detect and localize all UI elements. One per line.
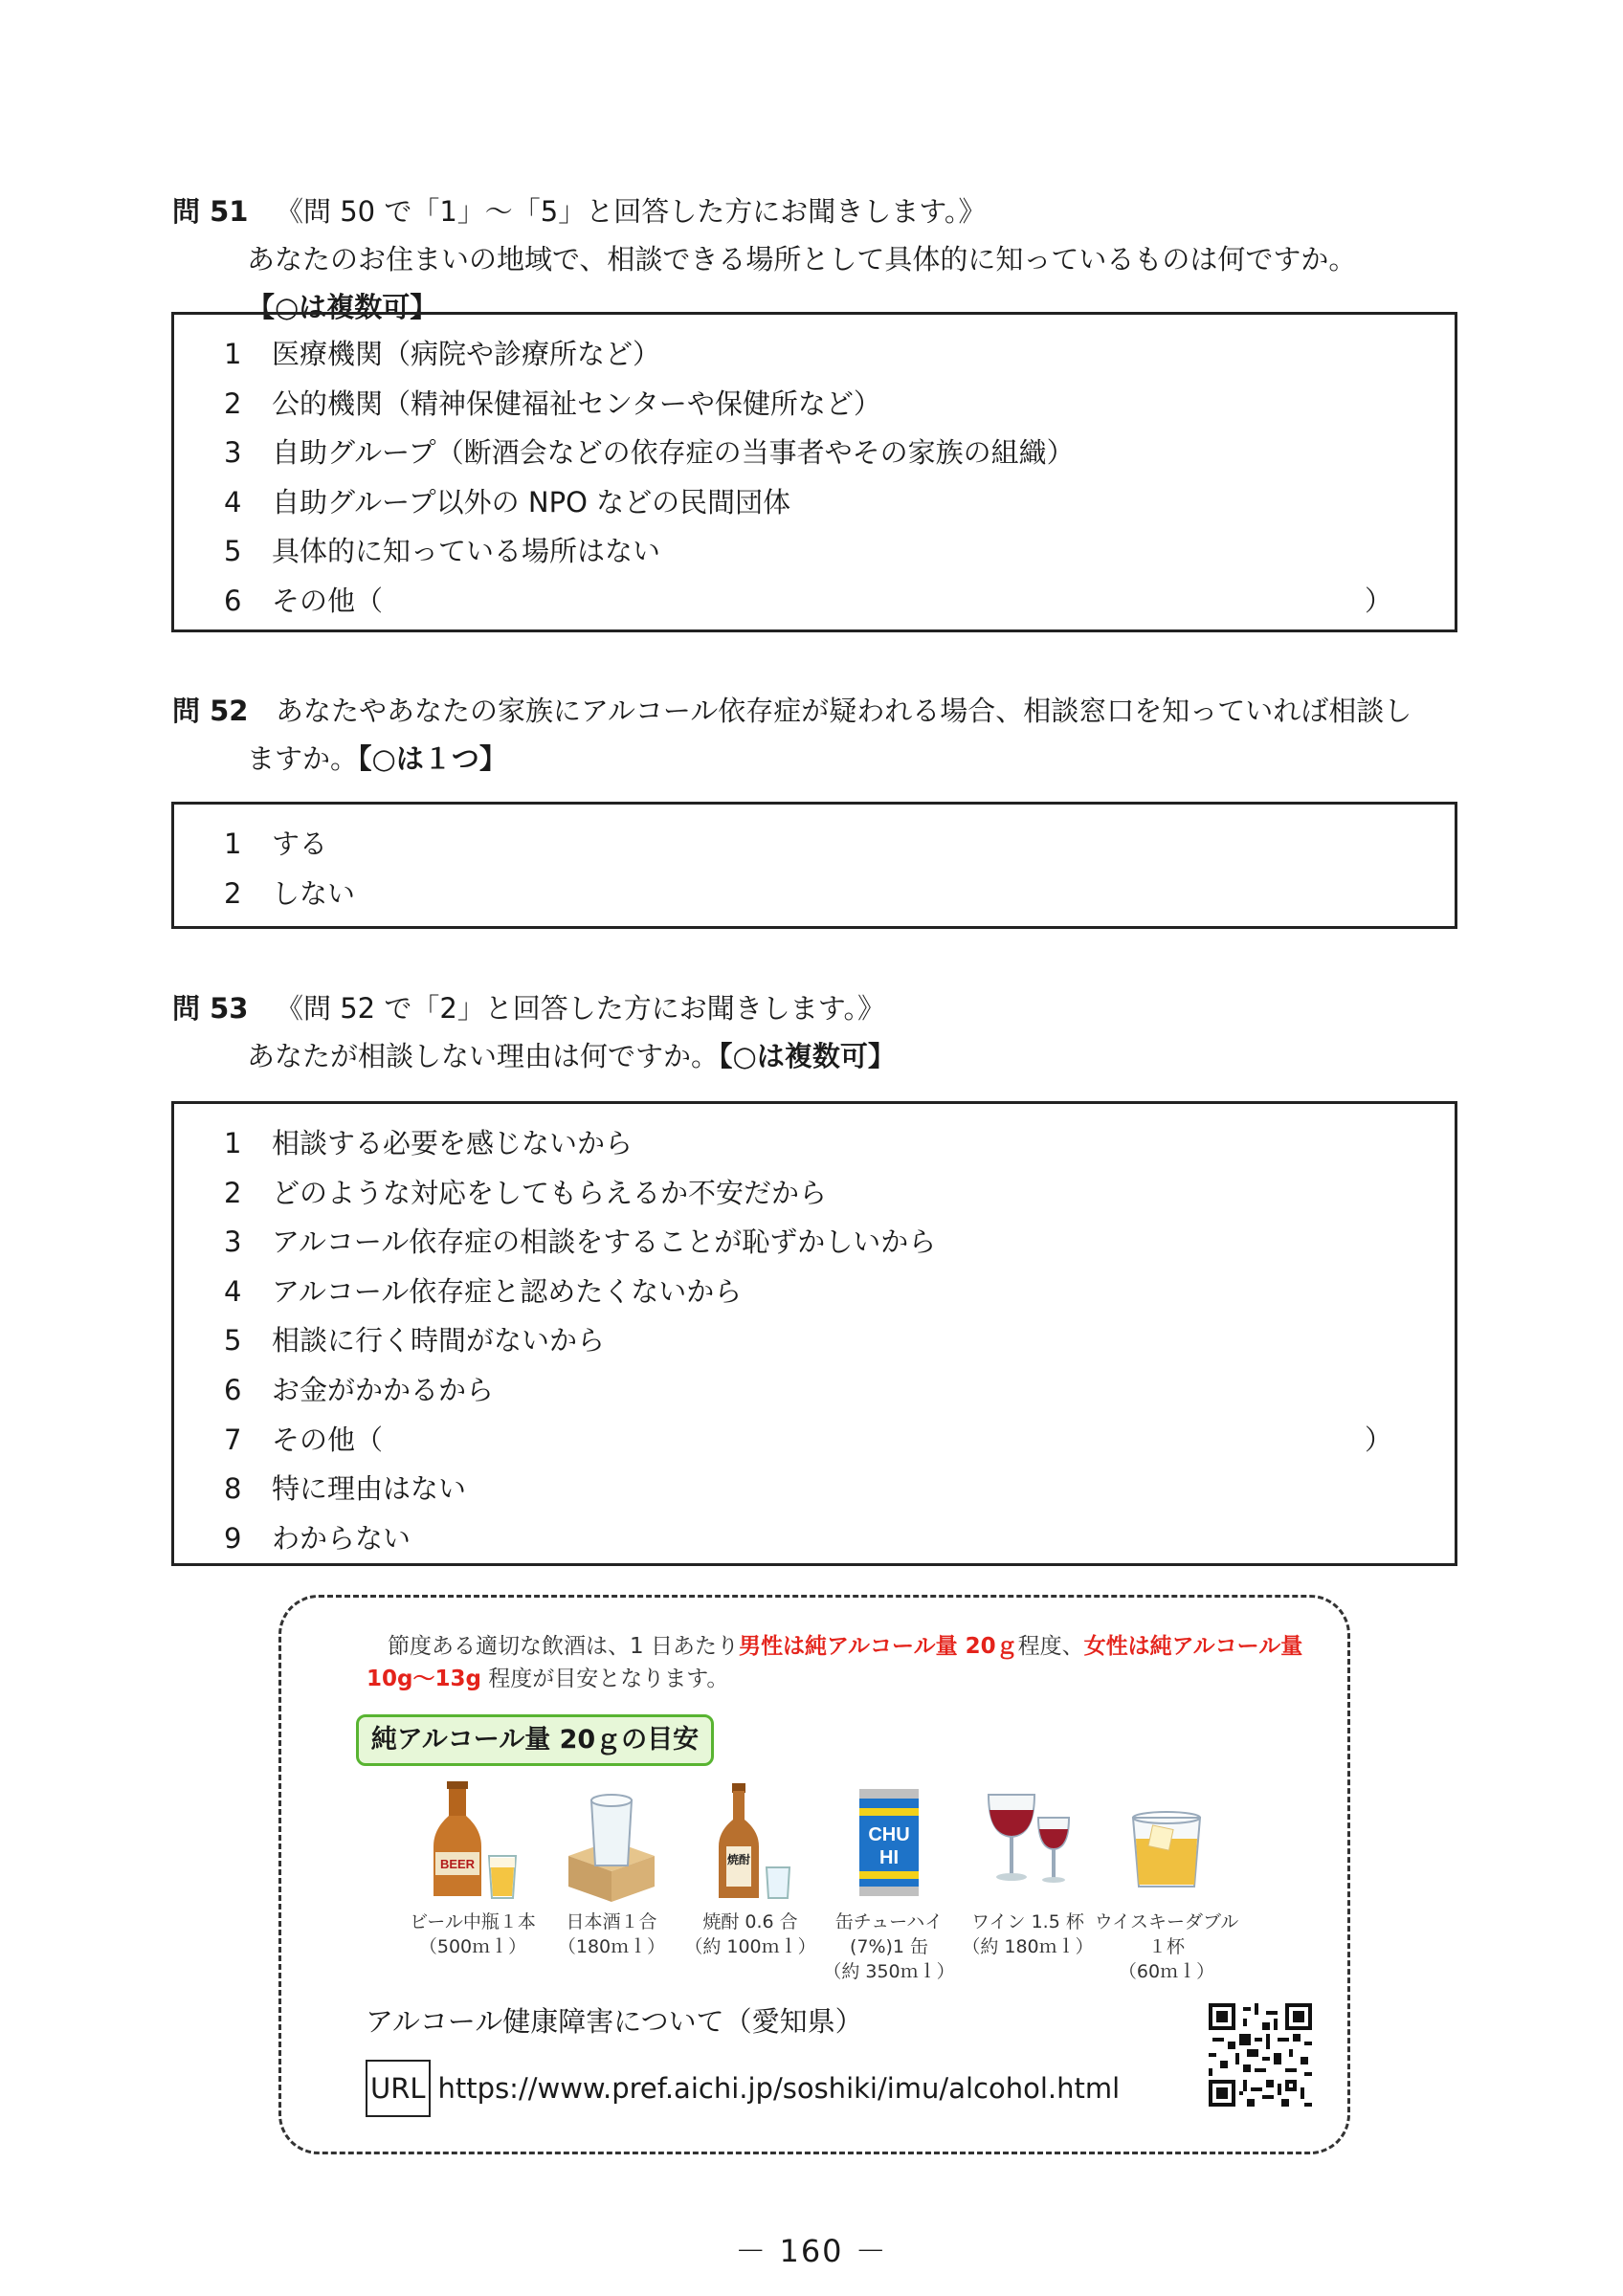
option-number: 3 [224, 1225, 242, 1259]
option-2[interactable] [224, 870, 1455, 919]
option-5[interactable] [224, 527, 1455, 577]
option-6[interactable] [224, 1366, 1455, 1416]
option-label: する [272, 828, 328, 860]
option-1[interactable] [224, 820, 1455, 870]
intro-text-2: 程度、 [1017, 1634, 1084, 1659]
url-tag: URL [366, 2060, 431, 2117]
intro-text: 節度ある適切な飲酒は、1 日あたり [388, 1634, 739, 1659]
other-close-paren: ） [1365, 584, 1393, 617]
drink-amount: （180ｍｌ） [557, 1936, 666, 1957]
pure-alcohol-label: 純アルコール量 20ｇの目安 [356, 1714, 714, 1766]
answer-box-53 [171, 1101, 1457, 1566]
option-label: 特に理由はない [272, 1472, 467, 1506]
drink-amount: （500ｍｌ） [418, 1936, 527, 1957]
option-number: 6 [224, 584, 242, 617]
option-number: 2 [224, 876, 242, 910]
drink-beer [396, 1779, 549, 1959]
can-label-1: CHU [868, 1824, 910, 1845]
option-2[interactable] [224, 380, 1455, 430]
question-instruction: 【○は複数可】 [719, 1040, 896, 1072]
option-label: しない [272, 876, 356, 910]
question-number: 問 53 [172, 992, 249, 1025]
option-number: 5 [224, 535, 242, 568]
answer-box-52 [171, 802, 1457, 929]
option-2[interactable] [224, 1169, 1455, 1219]
drink-name: ワイン 1.5 杯 [971, 1911, 1084, 1932]
shochu-bottle-icon [698, 1779, 803, 1904]
drink-name: 焼酎 0.6 合 [702, 1911, 798, 1932]
wine-glass-icon [975, 1779, 1080, 1904]
intro-red-male: 男性は純アルコール量 20ｇ [738, 1634, 1018, 1659]
drink-name: 缶チューハイ(7%)1 缶 [834, 1911, 944, 1957]
question-condition: 《問 50 で「1」～「5」と回答した方にお聞きします。》 [276, 195, 987, 228]
question-number: 問 52 [172, 695, 249, 727]
drink-amount: （約 180ｍｌ） [962, 1936, 1094, 1957]
option-number: 7 [224, 1423, 242, 1456]
drink-name: ビール中瓶１本 [410, 1911, 536, 1932]
option-label: その他（ [272, 584, 384, 617]
intro-red-range: 10g～13g [367, 1667, 481, 1691]
option-1[interactable] [224, 330, 1455, 380]
question-instruction: 【○は１つ】 [358, 742, 507, 775]
option-number: 1 [224, 1127, 242, 1159]
option-number: 1 [224, 828, 242, 860]
intro-text-3: 程度が目安となります。 [480, 1667, 729, 1691]
option-number: 2 [224, 386, 242, 420]
info-intro [367, 1630, 1304, 1695]
drink-amount: （約 350ｍｌ） [823, 1961, 955, 1982]
question-number: 問 51 [172, 195, 249, 228]
drink-shochu [674, 1779, 827, 1959]
can-label-2: HI [879, 1847, 899, 1868]
option-label: 具体的に知っている場所はない [272, 535, 661, 568]
url-row [366, 2060, 1120, 2117]
option-label: 相談する必要を感じないから [272, 1127, 634, 1159]
option-number: 5 [224, 1324, 242, 1358]
alcohol-info-box [278, 1595, 1350, 2154]
question-52 [172, 687, 1464, 783]
option-label: お金がかかるから [272, 1373, 495, 1406]
option-4[interactable] [224, 1268, 1455, 1317]
option-number: 4 [224, 1274, 242, 1308]
option-label: 相談に行く時間がないから [272, 1324, 606, 1358]
drink-amount: （約 100ｍｌ） [684, 1936, 816, 1957]
answer-box-51 [171, 312, 1457, 632]
page-number: － 160 － [735, 2233, 888, 2269]
option-6[interactable] [224, 577, 1455, 627]
option-9[interactable] [224, 1514, 1455, 1564]
question-text: あなたが相談しない理由は何ですか。 [247, 1040, 720, 1072]
chuhai-can-icon [836, 1779, 942, 1904]
option-label: その他（ [272, 1423, 384, 1456]
option-label: アルコール依存症と認めたくないから [272, 1274, 743, 1308]
question-53 [172, 984, 1464, 1080]
option-label: わからない [272, 1521, 411, 1555]
question-text: あなたのお住まいの地域で、相談できる場所として具体的に知っているものは何ですか。 [247, 243, 1357, 276]
option-number: 4 [224, 485, 242, 519]
option-label: 自助グループ以外の NPO などの民間団体 [272, 485, 791, 519]
option-label: 医療機関（病院や診療所など） [272, 338, 661, 370]
option-number: 8 [224, 1472, 242, 1506]
shochu-label-text: 焼酎 [726, 1853, 751, 1866]
option-8[interactable] [224, 1465, 1455, 1514]
sake-masu-icon [559, 1779, 664, 1904]
question-instruction: 【○は複数可】 [247, 291, 438, 323]
intro-red-female: 女性は純アルコール量 [1083, 1634, 1303, 1659]
health-info-title: アルコール健康障害について（愛知県） [366, 2005, 863, 2038]
option-label: どのような対応をしてもらえるか不安だから [272, 1176, 828, 1209]
other-close-paren: ） [1365, 1423, 1393, 1456]
option-5[interactable] [224, 1316, 1455, 1366]
question-text: あなたやあなたの家族にアルコール依存症が疑われる場合、相談窓口を知っていれば相談し [276, 695, 1412, 727]
question-condition: 《問 52 で「2」と回答した方にお聞きします。》 [276, 992, 885, 1025]
question-text-cont: ますか。 [247, 742, 359, 775]
drink-chuhai [812, 1779, 966, 1984]
option-1[interactable] [224, 1119, 1455, 1169]
option-number: 9 [224, 1521, 242, 1555]
drink-name: 日本酒１合 [566, 1911, 657, 1932]
option-4[interactable] [224, 478, 1455, 528]
drink-name: ウイスキーダブル１杯 [1094, 1911, 1239, 1957]
drink-examples [339, 1779, 1257, 1999]
drink-amount: （60ｍｌ） [1118, 1961, 1215, 1982]
option-label: 公的機関（精神保健福祉センターや保健所など） [272, 386, 881, 420]
option-7[interactable] [224, 1416, 1455, 1466]
drink-sake [535, 1779, 688, 1959]
beer-bottle-icon [420, 1779, 525, 1904]
option-number: 2 [224, 1176, 242, 1209]
option-number: 3 [224, 436, 242, 470]
option-number: 6 [224, 1373, 242, 1406]
drink-wine [951, 1779, 1104, 1959]
whisky-glass-icon [1114, 1779, 1219, 1904]
option-3[interactable] [224, 1218, 1455, 1268]
url-link[interactable]: https://www.pref.aichi.jp/soshiki/imu/alcohol.html [437, 2072, 1121, 2105]
question-51 [172, 188, 1464, 331]
beer-label-text: BEER [439, 1857, 476, 1871]
qr-code-icon[interactable] [1209, 2003, 1312, 2107]
option-number: 1 [224, 338, 242, 370]
drink-whisky [1090, 1779, 1243, 1984]
option-3[interactable] [224, 429, 1455, 478]
option-label: アルコール依存症の相談をすることが恥ずかしいから [272, 1225, 937, 1259]
option-label: 自助グループ（断酒会などの依存症の当事者やその家族の組織） [272, 436, 1075, 470]
